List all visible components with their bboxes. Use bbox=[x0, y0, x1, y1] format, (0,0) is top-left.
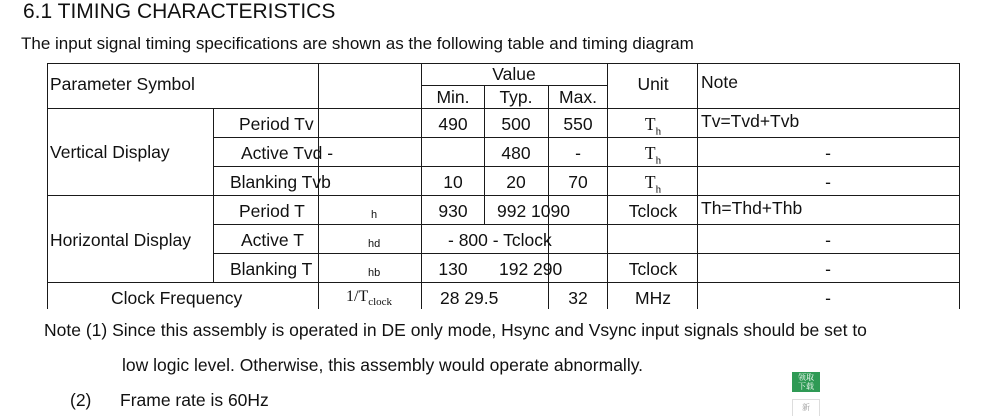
vertical-period-note: Tv=Tvd+Tvb bbox=[701, 111, 800, 131]
horizontal-active-label: Active T bbox=[241, 230, 304, 250]
vertical-blanking-typ: 20 bbox=[506, 172, 526, 192]
vertical-display-label: Vertical Display bbox=[50, 142, 170, 162]
vertical-period-typ: 500 bbox=[501, 114, 531, 134]
horizontal-active-value: - 800 - Tclock bbox=[448, 230, 552, 250]
vertical-active-max: - bbox=[575, 143, 581, 163]
download-badge[interactable]: 领取 下载 bbox=[792, 372, 820, 392]
vertical-active-typ: 480 bbox=[501, 143, 531, 163]
vertical-blanking-label: Blanking Tvb bbox=[230, 172, 331, 192]
header-note: Note bbox=[701, 72, 738, 92]
header-parameter-symbol: Parameter Symbol bbox=[50, 74, 195, 94]
horizontal-period-symbol: h bbox=[371, 209, 378, 221]
vertical-period-unit: $T_h$ bbox=[644, 114, 662, 138]
vertical-blanking-min: 10 bbox=[443, 172, 463, 192]
horizontal-active-symbol: hd bbox=[368, 238, 381, 250]
clock-frequency-note: - bbox=[825, 288, 831, 308]
header-typ: Typ. bbox=[499, 87, 533, 107]
horizontal-blanking-note: - bbox=[825, 259, 831, 279]
vertical-active-unit: $T_h$ bbox=[644, 143, 662, 167]
clock-frequency-max: 32 bbox=[568, 288, 588, 308]
vertical-period-max: 550 bbox=[563, 114, 593, 134]
horizontal-period-typ-max: 992 1090 bbox=[497, 201, 570, 221]
vertical-active-label: Active Tvd - bbox=[241, 143, 334, 163]
vertical-period-min: 490 bbox=[438, 114, 468, 134]
horizontal-blanking-typ-max: 192 290 bbox=[499, 259, 563, 279]
vertical-blanking-max: 70 bbox=[568, 172, 588, 192]
horizontal-period-unit: Tclock bbox=[628, 201, 678, 221]
horizontal-blanking-unit: Tclock bbox=[628, 259, 678, 279]
header-min: Min. bbox=[436, 87, 470, 107]
horizontal-period-note: Th=Thd+Thb bbox=[701, 198, 803, 218]
new-badge[interactable]: 新 bbox=[792, 399, 820, 416]
horizontal-active-note: - bbox=[825, 230, 831, 250]
header-value: Value bbox=[492, 64, 536, 84]
clock-frequency-unit: MHz bbox=[635, 288, 671, 308]
horizontal-display-label: Horizontal Display bbox=[50, 230, 192, 250]
horizontal-blanking-min: 130 bbox=[438, 259, 468, 279]
clock-frequency-symbol: $1/T_{clock}$ bbox=[346, 288, 393, 309]
note-2-number: (2) bbox=[70, 390, 92, 410]
vertical-active-note: - bbox=[825, 143, 831, 163]
horizontal-blanking-symbol: hb bbox=[368, 267, 381, 279]
note-2-text: Frame rate is 60Hz bbox=[120, 390, 269, 410]
horizontal-period-min: 930 bbox=[438, 201, 468, 221]
note-1-line-1: Note (1) Since this assembly is operated in DE only mode, Hsync and Vsync input signals should be set to bbox=[44, 320, 867, 340]
header-unit: Unit bbox=[637, 74, 669, 94]
horizontal-blanking-label: Blanking T bbox=[230, 259, 313, 279]
section-heading: 6.1 TIMING CHARACTERISTICS bbox=[23, 0, 336, 23]
clock-frequency-label: Clock Frequency bbox=[111, 288, 243, 308]
vertical-blanking-note: - bbox=[825, 172, 831, 192]
horizontal-period-label: Period T bbox=[239, 201, 305, 221]
vertical-period-label: Period Tv bbox=[239, 114, 314, 134]
header-max: Max. bbox=[559, 87, 597, 107]
intro-text: The input signal timing specifications are shown as the following table and timing diagram bbox=[21, 34, 694, 53]
clock-frequency-min-typ: 28 29.5 bbox=[440, 288, 499, 308]
note-1-line-2: low logic level. Otherwise, this assembly would operate abnormally. bbox=[122, 355, 644, 375]
vertical-blanking-unit: $T_h$ bbox=[644, 172, 662, 196]
